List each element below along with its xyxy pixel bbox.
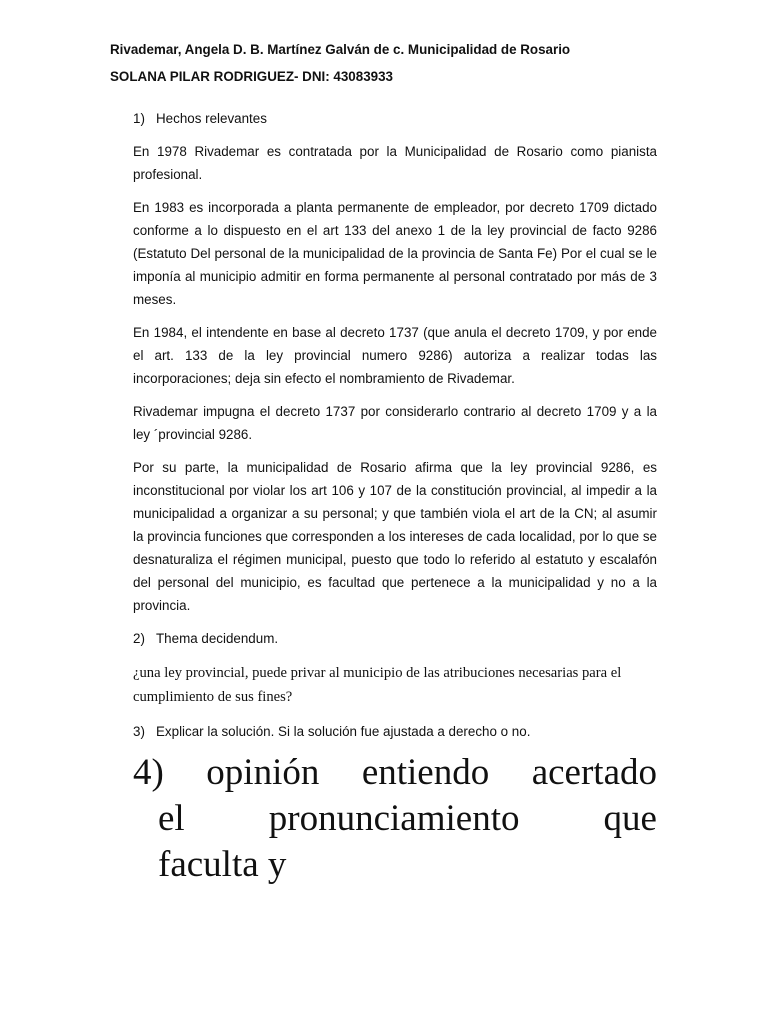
section-2-question: ¿una ley provincial, puede privar al municipio de las atribuciones necesarias para el cumplimiento de sus fines? (133, 665, 622, 705)
section-4-line-1 (133, 750, 657, 796)
section-3-heading (133, 724, 530, 739)
document-header-student: SOLANA PILAR RODRIGUEZ- DNI: 43083933 (110, 69, 393, 84)
section-4-word: que (603, 798, 657, 839)
section-4-word: pronunciamiento (268, 798, 520, 839)
section-4-word: el (158, 798, 185, 839)
section-4-word: acertado (531, 752, 657, 793)
section-1-paragraph-3: En 1984, el intendente en base al decreto 1737 (que anula el decreto 1709, y por ende el art. 133 de la ley provincial numero 9286) autoriza a realizar todas las incorporaciones; deja sin efecto el nombramiento de Rivademar. (133, 325, 657, 386)
section-1-paragraph-5: Por su parte, la municipalidad de Rosario afirma que la ley provincial 9286, es inconstitucional por violar los art 106 y 107 de la constitución provincial, al impedir a la municipalidad a organizar a su personal; y que también viola el art de la CN; al asumir la provincia funciones que corresponden a los intereses de cada localidad, por lo que se desnaturaliza el régimen municipal, puesto que todo lo referido al estatuto y escalafón del personal del municipio, es facultad que pertenece a la municipalidad y no a la provincia. (133, 460, 657, 613)
section-4-line-2 (133, 796, 657, 842)
section-1-heading (133, 111, 267, 126)
section-4-opinion (133, 750, 657, 888)
section-3-title: Explicar la solución. Si la solución fue ajustada a derecho o no. (156, 724, 531, 739)
section-1-paragraph-2: En 1983 es incorporada a planta permanente de empleador, por decreto 1709 dictado conforme a lo dispuesto en el art 133 del anexo 1 de la ley provincial de facto 9286 (Estatuto Del personal de la municipalidad de la provincia de Santa Fe) Por el cual se le imponía al municipio admitir en forma permanente al personal contratado por más de 3 meses. (133, 200, 657, 307)
section-4-line-3: faculta y (158, 844, 287, 885)
section-4-word: opinión (206, 752, 320, 793)
section-2-title: Thema decidendum. (156, 631, 279, 646)
section-2-number: 2) (133, 631, 145, 646)
section-4-number: 4) (133, 752, 164, 793)
section-1-paragraph-1: En 1978 Rivademar es contratada por la Municipalidad de Rosario como pianista profesional. (133, 144, 657, 182)
section-2-heading (133, 631, 278, 646)
document-header-case-title: Rivademar, Angela D. B. Martínez Galván de c. Municipalidad de Rosario (110, 42, 571, 57)
section-1-paragraph-4: Rivademar impugna el decreto 1737 por considerarlo contrario al decreto 1709 y a la ley ´provincial 9286. (133, 404, 657, 442)
section-1-title: Hechos relevantes (156, 111, 267, 126)
section-1-number: 1) (133, 111, 145, 126)
section-3-number: 3) (133, 724, 145, 739)
section-4-word: entiendo (361, 752, 490, 793)
